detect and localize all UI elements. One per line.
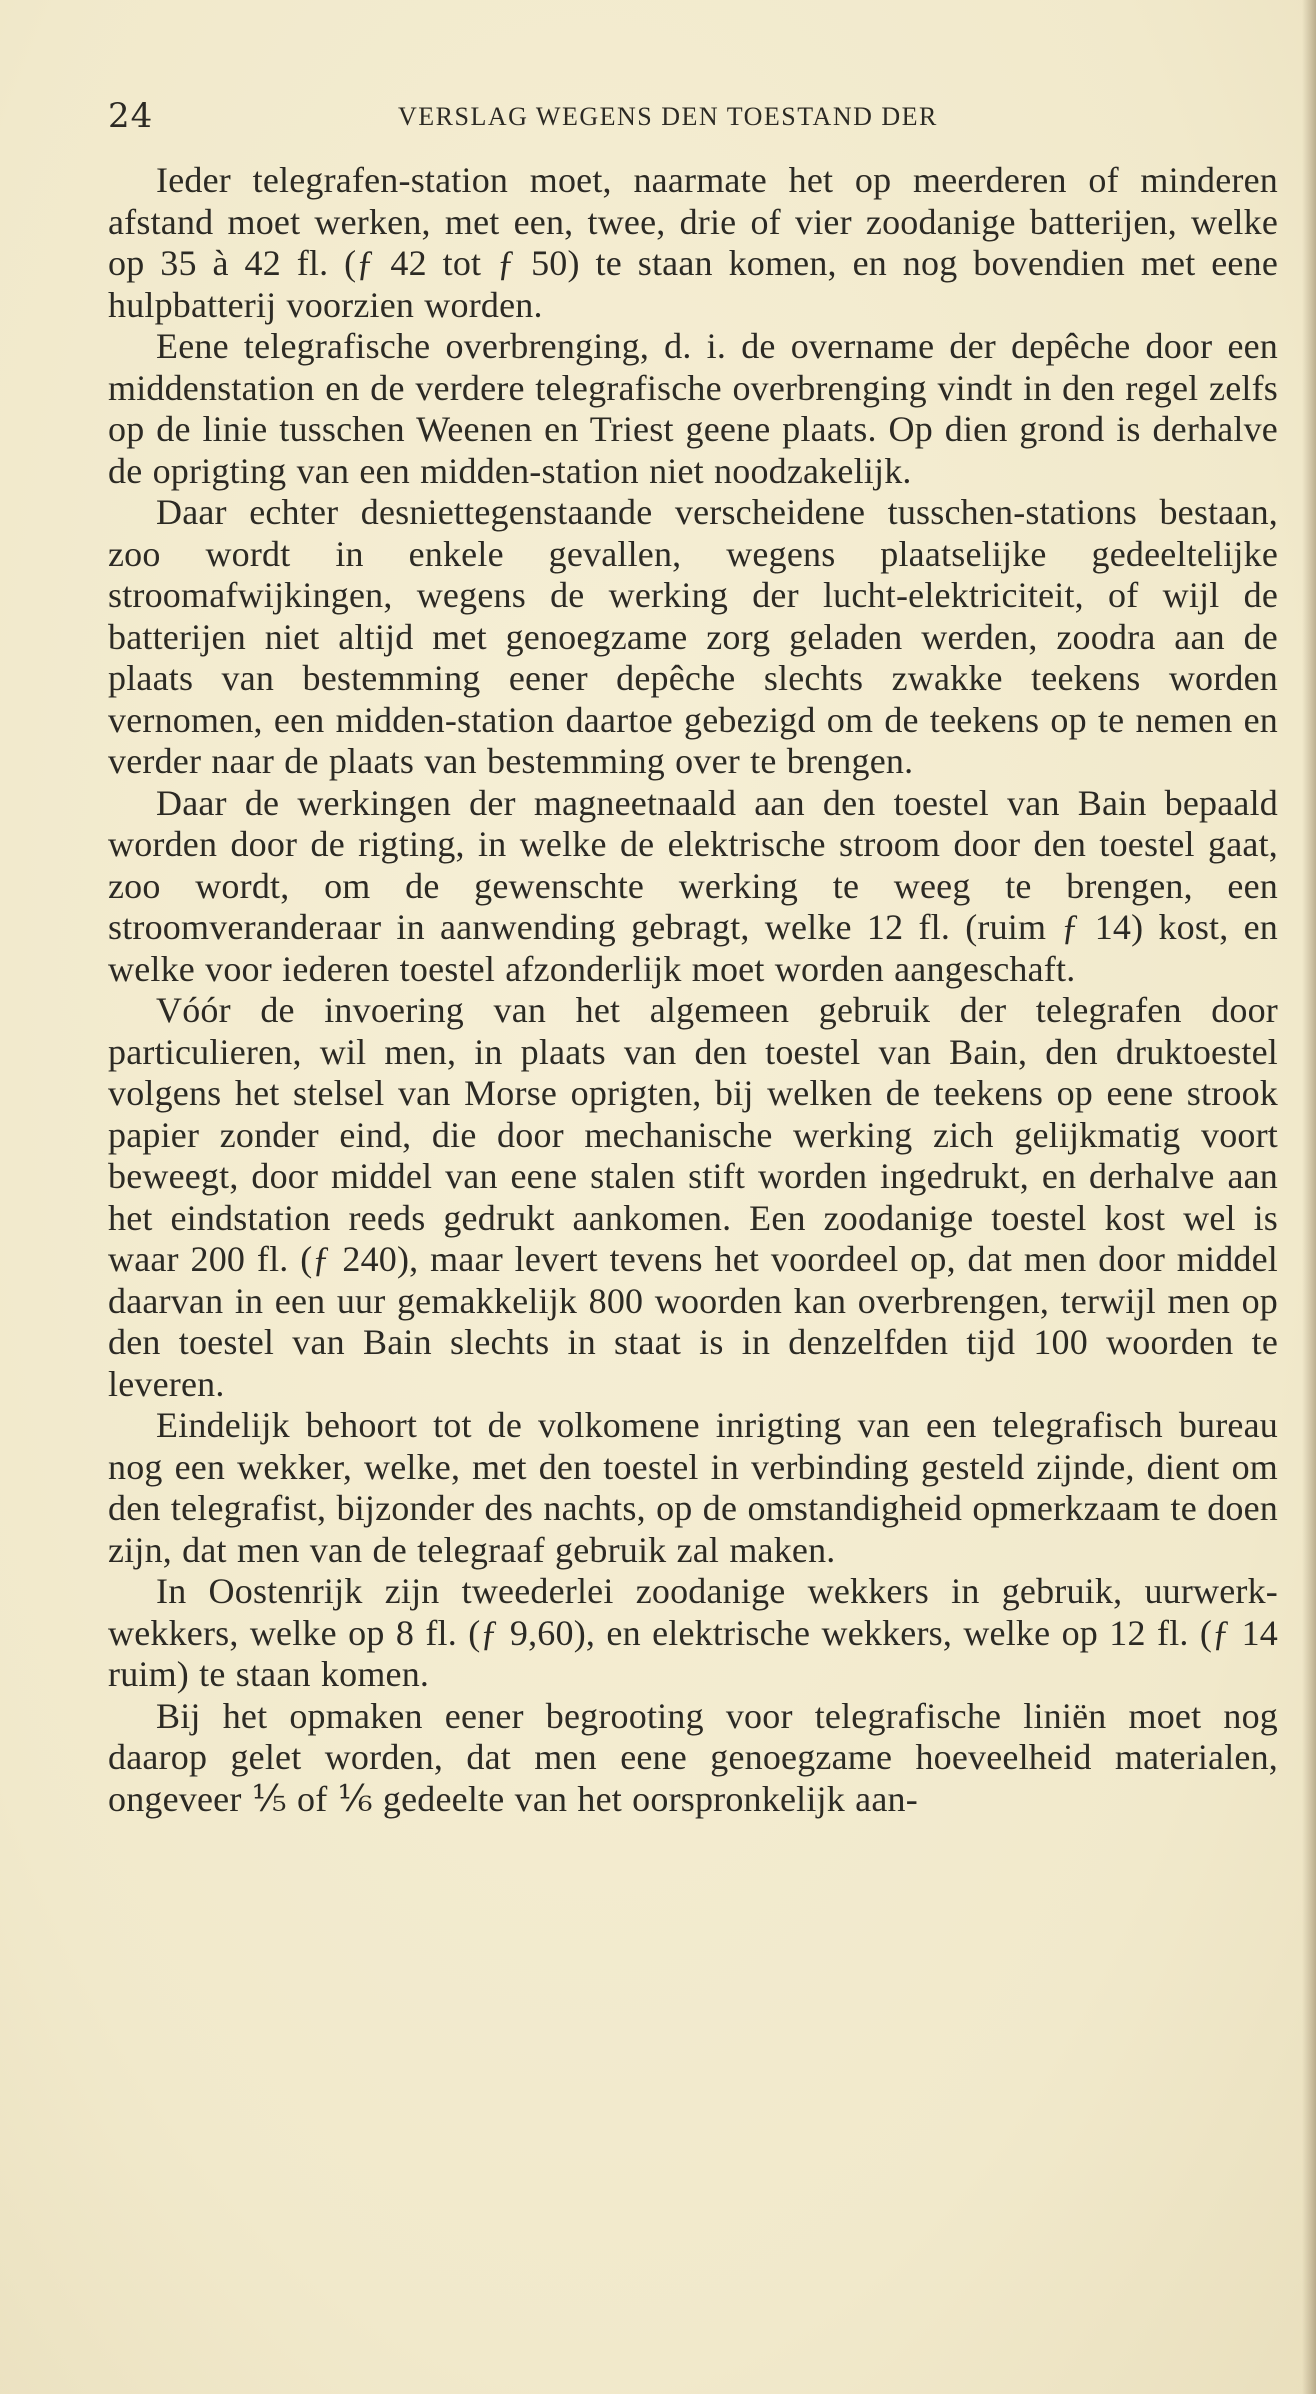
running-title: VERSLAG WEGENS DEN TOESTAND DER	[398, 102, 938, 131]
paragraph: Eindelijk behoort tot de volkomene inrigting van een telegrafisch bureau nog een wekker, welke, met den toestel in verbinding gesteld zijnde, dient om den telegrafist, bijzonder des nachts, op de omstandigheid opmerkzaam te doen zijn, dat men van de telegraaf gebruik zal maken.	[108, 1405, 1278, 1570]
paragraph: Eene telegrafische overbrenging, d. i. de overname der depêche door een middenstation en de verdere telegrafische overbrenging vindt in den regel zelfs op de linie tusschen Weenen en Triest geene plaats. Op dien grond is derhalve de oprigting van een midden-station niet noodzakelijk.	[108, 326, 1278, 491]
paragraph: Daar echter desniettegenstaande verscheidene tusschen-stations bestaan, zoo wordt in enkele gevallen, wegens plaatselijke gedeeltelijke stroomafwijkingen, wegens de werking der lucht-elektriciteit, of wijl de batterijen niet altijd met genoegzame zorg geladen werden, zoodra aan de plaats van bestemming eener depêche slechts zwakke teekens worden vernomen, een midden-station daartoe gebezigd om de teekens op te nemen en verder naar de plaats van bestemming over te brengen.	[108, 492, 1278, 781]
paragraph: Daar de werkingen der magneetnaald aan den toestel van Bain bepaald worden door de rigting, in welke de elektrische stroom door den toestel gaat, zoo wordt, om de gewenschte werking te weeg te brengen, een stroomveranderaar in aanwending gebragt, welke 12 fl. (ruim ƒ 14) kost, en welke voor iederen toestel afzonderlijk moet worden aangeschaft.	[108, 782, 1278, 989]
paragraph: Bij het opmaken eener begrooting voor telegrafische liniën moet nog daarop gelet worden, dat men eene genoegzame hoeveelheid materialen, ongeveer ⅕ of ⅙ gedeelte van het oorspronkelijk aan-	[108, 1695, 1278, 1819]
page-header	[108, 96, 1278, 136]
body-text	[108, 160, 1278, 1820]
page-number: 24	[108, 96, 154, 136]
paragraph: Vóór de invoering van het algemeen gebruik der telegrafen door particulieren, wil men, in plaats van den toestel van Bain, den druktoestel volgens het stelsel van Morse oprigten, bij welken de teekens op eene strook papier zonder eind, die door mechanische werking zich gelijkmatig voort beweegt, door middel van eene stalen stift worden ingedrukt, en derhalve aan het eindstation reeds gedrukt aankomen. Een zoodanige toestel kost wel is waar 200 fl. (ƒ 240), maar levert tevens het voordeel op, dat men door middel daarvan in een uur gemakkelijk 800 woorden kan overbrengen, terwijl men op den toestel van Bain slechts in staat is in denzelfden tijd 100 woorden te leveren.	[108, 990, 1278, 1404]
page-edge	[1302, 0, 1316, 2394]
paragraph: Ieder telegrafen-station moet, naarmate het op meerderen of minderen afstand moet werken, met een, twee, drie of vier zoodanige batterijen, welke op 35 à 42 fl. (ƒ 42 tot ƒ 50) te staan komen, en nog bovendien met eene hulpbatterij voorzien worden.	[108, 160, 1278, 325]
paragraph: In Oostenrijk zijn tweederlei zoodanige wekkers in gebruik, uurwerk-wekkers, welke op 8 fl. (ƒ 9,60), en elektrische wekkers, welke op 12 fl. (ƒ 14 ruim) te staan komen.	[108, 1571, 1278, 1694]
